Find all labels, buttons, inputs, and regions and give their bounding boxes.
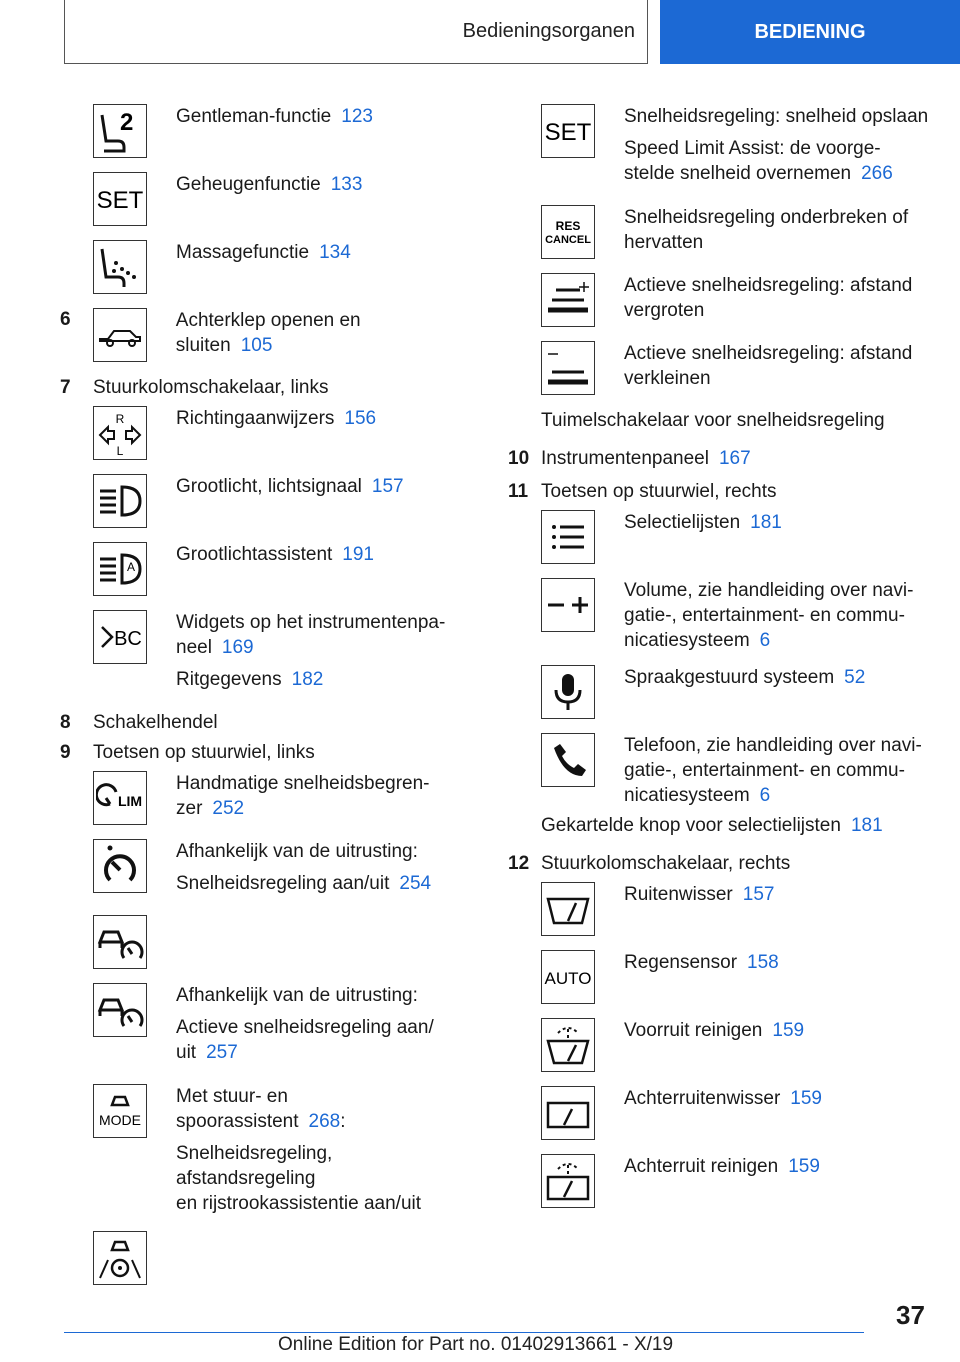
right-column — [508, 104, 938, 1222]
mode-icon — [93, 1084, 147, 1138]
item-res-cancel: RES CANCEL Snelheidsregeling onderbreken of hervatten — [541, 205, 938, 261]
entry-11: 11 Toetsen op stuurwiel, rechts — [508, 481, 777, 502]
cruise-control-icon — [93, 839, 147, 893]
svg-text:BC: BC — [114, 628, 142, 650]
entry-6: 6 Achterklep openen en sluiten 105 — [60, 308, 460, 376]
windshield-washer-icon — [541, 1018, 595, 1072]
entry-7: 7 Stuurkolomschakelaar, links — [60, 377, 329, 398]
seat-massage-icon — [93, 240, 147, 294]
seat-memory-2-icon — [93, 104, 147, 158]
distance-increase-icon — [541, 273, 595, 327]
list-icon — [541, 510, 595, 564]
knurled-knob-label: Gekartelde knop voor selectielijsten 181 — [541, 815, 883, 836]
page-ref-link[interactable]: 182 — [291, 669, 324, 690]
item-phone: Telefoon, zie handleiding over navi- gatie-, entertainment- en commu- nicatiesysteem 6 — [541, 733, 938, 808]
page-ref-link[interactable]: 159 — [790, 1088, 822, 1109]
entry-12: 12 Stuurkolomschakelaar, rechts — [508, 853, 791, 874]
microphone-icon — [541, 665, 595, 719]
header-chapter-tab[interactable]: BEDIENING — [660, 0, 960, 64]
auto-icon — [541, 950, 595, 1004]
set-icon — [541, 104, 595, 158]
item-distance-decrease: Actieve snelheidsregeling: afstand verkleinen — [541, 341, 938, 397]
set-icon — [93, 172, 147, 226]
svg-text:R: R — [115, 412, 125, 426]
volume-plus-minus-icon — [541, 578, 595, 632]
svg-text:SET: SET — [96, 187, 144, 214]
item-rain-sensor: AUTO Regensensor 158 — [541, 950, 938, 1006]
item-voice-control: Spraakgestuurd systeem 52 — [541, 665, 938, 721]
item-speed-limiter: LIM Handmatige snelheidsbegren- zer 252 — [93, 771, 460, 827]
item-memory-function: SET Geheugenfunctie 133 — [93, 172, 460, 228]
rear-wiper-icon — [541, 1086, 595, 1140]
item-distance-increase: Actieve snelheidsregeling: afstand vergroten — [541, 273, 938, 329]
entry-10: 10 Instrumentenpaneel 167 — [508, 448, 751, 469]
rear-washer-icon — [541, 1154, 595, 1208]
page-ref-link[interactable]: 181 — [850, 815, 883, 836]
item-rear-wash: Achterruit reinigen 159 — [541, 1154, 938, 1210]
distance-decrease-icon — [541, 341, 595, 395]
high-beam-assistant-icon — [93, 542, 147, 596]
rocker-switch-label: Tuimelschakelaar voor snelheidsregeling — [541, 410, 885, 431]
svg-text:AUTO: AUTO — [544, 969, 592, 988]
page-ref-link[interactable]: 159 — [788, 1156, 820, 1177]
item-windshield-wash: Voorruit reinigen 159 — [541, 1018, 938, 1074]
svg-text:A: A — [126, 560, 136, 574]
item-speed-store: SET Snelheidsregeling: snelheid opslaan Speed Limit Assist: de voorge- stelde snelheid overnemen 266 — [541, 104, 938, 193]
page-ref-link[interactable]: 252 — [212, 798, 245, 819]
high-beam-icon — [93, 474, 147, 528]
item-mode: MODE Met stuur- en spoorassistent 268: Snelheidsregeling, afstandsregeling en rijstrookassistentie aan/uit — [93, 1084, 460, 1223]
item-cruise-control: Afhankelijk van de uitrusting: Snelheidsregeling aan/uit 254 — [93, 839, 460, 903]
speed-limiter-icon — [93, 771, 147, 825]
footer-divider — [64, 1332, 864, 1333]
turn-signal-icon — [93, 406, 147, 460]
windshield-wiper-icon — [541, 882, 595, 936]
page-ref-link[interactable]: 268 — [308, 1111, 341, 1132]
bc-icon — [93, 610, 147, 664]
page-ref-link[interactable]: 191 — [342, 544, 374, 565]
svg-text:RES: RES — [555, 219, 581, 233]
item-high-beam-assistant: A Grootlichtassistent 191 — [93, 542, 460, 598]
page-ref-link[interactable]: 105 — [240, 335, 273, 356]
svg-text:SET: SET — [544, 119, 592, 146]
res-cancel-icon — [541, 205, 595, 259]
page-ref-link[interactable]: 157 — [742, 884, 775, 905]
steering-lane-assistant-icon — [93, 1231, 147, 1285]
item-volume: Volume, zie handleiding over navi- gatie-, entertainment- en commu- nicatiesysteem 6 — [541, 578, 938, 653]
active-cruise-control-icon — [93, 915, 147, 969]
item-rear-wiper: Achterruitenwisser 159 — [541, 1086, 938, 1142]
page-ref-link[interactable]: 6 — [759, 785, 771, 806]
page-ref-link[interactable]: 157 — [371, 476, 404, 497]
left-column — [60, 104, 460, 1299]
svg-text:CANCEL: CANCEL — [545, 234, 591, 246]
item-high-beam: Grootlicht, lichtsignaal 157 — [93, 474, 460, 530]
footer-edition: Online Edition for Part no. 01402913661 - X/19 — [278, 1334, 674, 1355]
item-gentleman-function: 2 Gentleman-functie 123 — [93, 104, 460, 160]
svg-text:L: L — [116, 444, 124, 457]
page-ref-link[interactable]: 257 — [206, 1042, 238, 1063]
page-ref-link[interactable]: 167 — [718, 448, 751, 469]
page-ref-link[interactable]: 254 — [399, 873, 432, 894]
svg-text:MODE: MODE — [99, 1112, 141, 1128]
entry-9: 9 Toetsen op stuurwiel, links — [60, 742, 315, 763]
item-turn-signals: R L Richtingaanwijzers 156 — [93, 406, 460, 462]
page-ref-link[interactable]: 52 — [844, 667, 866, 688]
tailgate-icon — [93, 308, 147, 362]
page-ref-link[interactable]: 123 — [341, 106, 373, 127]
item-selection-lists: Selectielijsten 181 — [541, 510, 938, 566]
page-ref-link[interactable]: 158 — [747, 952, 779, 973]
item-active-cruise: Afhankelijk van de uitrusting: Actieve snelheidsregeling aan/ uit 257 — [93, 983, 460, 1072]
header-section: Bedieningsorganen — [64, 0, 648, 64]
page-ref-link[interactable]: 133 — [330, 174, 363, 195]
item-massage-function: Massagefunctie 134 — [93, 240, 460, 296]
item-widgets: BC Widgets op het instrumentenpa- neel 169 Ritgegevens 182 — [93, 610, 460, 699]
item-tailgate: Achterklep openen en sluiten 105 — [93, 308, 460, 364]
page-ref-link[interactable]: 169 — [221, 637, 254, 658]
page-ref-link[interactable]: 6 — [759, 630, 771, 651]
page-ref-link[interactable]: 156 — [344, 408, 377, 429]
item-active-cruise-icon — [93, 915, 460, 971]
phone-icon — [541, 733, 595, 787]
item-steering-lane-assistant — [93, 1231, 460, 1287]
svg-text:LIM: LIM — [117, 793, 143, 809]
active-cruise-control-icon — [93, 983, 147, 1037]
item-wiper: Ruitenwisser 157 — [541, 882, 938, 938]
page-number: 37 — [896, 1300, 925, 1330]
page-ref-link[interactable]: 266 — [861, 163, 893, 184]
svg-text:2: 2 — [120, 109, 134, 136]
page-ref-link[interactable]: 181 — [750, 512, 782, 533]
entry-8: 8 Schakelhendel — [60, 712, 218, 733]
page-ref-link[interactable]: 134 — [319, 242, 351, 263]
page-ref-link[interactable]: 159 — [772, 1020, 805, 1041]
